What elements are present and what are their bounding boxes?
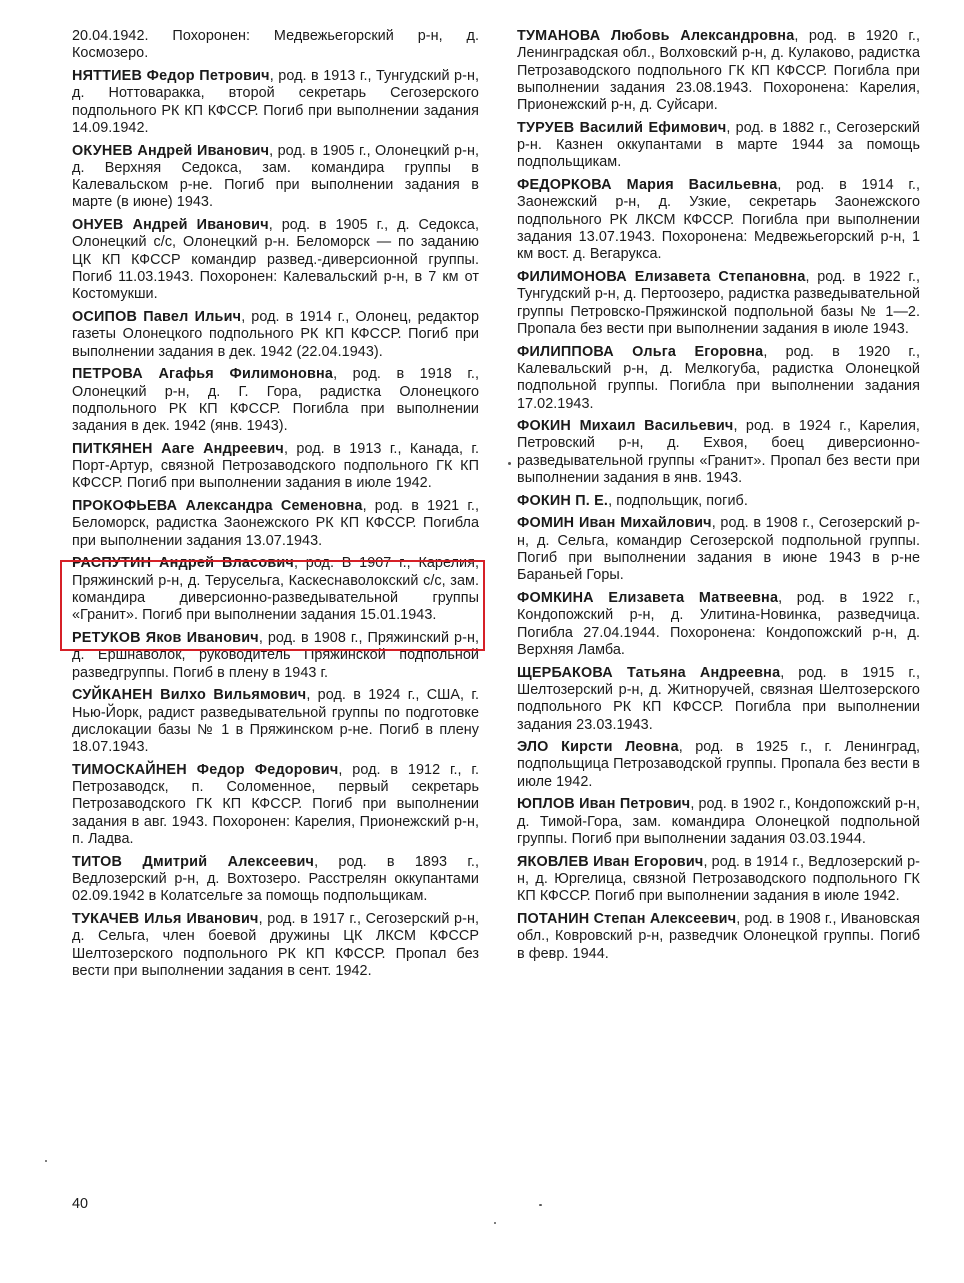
person-details: , род. в 1882 г., Сегозерский р-н. Казнен оккупантами в марте 1944 за помощь подпольщикам.	[517, 119, 920, 171]
biography-entry	[72, 854, 479, 906]
person-details: , род. в 1917 г., Сегозерский р-н, д. Сельга, член боевой дружины ЦК ЛКСМ КФССР Шелтозерского подпольного РК КП КФССР. Пропал без вести при выполнении задания в сент. 1942.	[72, 911, 479, 979]
person-name: СУЙКАНЕН Вилхо Вильямович	[72, 687, 307, 704]
highlight-box	[60, 560, 485, 651]
person-details: , род. в 1908 г., Сегозерский р-н, д. Сельга, командир Сегозерской подпольной группы. Погиб при выполнении задания в июне 1943 в р-не Бараньей Горы.	[517, 515, 920, 584]
person-name: НЯТТИЕВ Федор Петрович	[72, 67, 270, 84]
biography-entry	[72, 309, 479, 361]
person-name: ПЕТРОВА Агафья Филимоновна	[72, 366, 334, 383]
person-details: , род. в 1902 г., Кондопожский р-н, д. Тимой-Гора, зам. командира Олонецкой подпольной группы. Погиб при выполнении задания 03.03.1944.	[517, 796, 920, 848]
person-details: , род. в 1920 г., Ленинградская обл., Волховский р-н, д. Кулаково, радистка Петрозаводского подпольного ГК КП КФССР. Погибла при выполнении задания 23.08.1943. Похоронена: Карелия, Прионежский р-н, д. Суйсари.	[517, 28, 920, 114]
scan-speck	[494, 1222, 496, 1224]
person-details: , род. в 1908 г., Ивановская обл., Ковровский р-н, разведчик Олонецкой группы. Погиб в февр. 1944.	[517, 911, 920, 962]
person-details: , род. в 1914 г., Ведлозерский р-н, д. Юргелица, связной Петрозаводского подпольного ГК КП КФССР. Погиб при выполнении задания в июле 1942.	[517, 853, 921, 905]
person-name: ЮПЛОВ Иван Петрович	[517, 796, 691, 813]
biography-entry	[72, 911, 479, 980]
person-details: , род. в 1908 г., Пряжинский р-н, д. Ершнаволок, руководитель Пряжинской подпольной разведгруппы. Погиб в плену в 1943 г.	[72, 630, 479, 681]
person-name: ФИЛИППОВА Ольга Егоровна	[517, 343, 764, 360]
person-name: ОНУЕВ Андрей Иванович	[72, 217, 269, 234]
person-name: ТУКАЧЕВ Илья Иванович	[72, 911, 259, 928]
scan-speck	[45, 1160, 47, 1162]
person-name: ОКУНЕВ Андрей Иванович	[72, 142, 270, 159]
biography-entry	[517, 590, 920, 659]
person-details: , род. в 1914 г., Заонежский р-н, д. Узкие, секретарь Заонежского подпольного РК ЛКСМ КФССР. Погибла при выполнении задания 13.07.1943. Похоронена: Медвежьегорский р-н, 1 км вост. д. Вегарукса.	[517, 177, 920, 263]
person-details: , род. в 1912 г., г. Петрозаводск, п. Соломенное, первый секретарь Петрозаводского ГК КП КФССР. Погиб при выполнении задания в авг. 1943. Похоронен: Карелия, Прионежский р-н, п. Ладва.	[72, 761, 479, 848]
scan-speck	[539, 1204, 542, 1206]
person-details: , род. в 1921 г., Беломорск, радистка Заонежского РК КП КФССР. Погибла при выполнении задания 13.07.1943.	[72, 498, 479, 549]
person-name: ТУМАНОВА Любовь Александровна	[517, 28, 795, 44]
biography-entry	[72, 366, 479, 435]
biography-entry	[517, 120, 920, 172]
person-details: , род. в 1905 г., Олонецкий р-н, д. Верхняя Седокса, зам. командира группы в Калевальском р-не. Погиб при выполнении задания в марте (в июне) 1943.	[72, 142, 479, 211]
biography-entry	[517, 739, 920, 791]
person-name: ЯКОВЛЕВ Иван Егорович	[517, 853, 704, 870]
person-name: ОСИПОВ Павел Ильич	[72, 309, 242, 326]
biography-entry	[72, 498, 479, 550]
person-name: ТУРУЕВ Василий Ефимович	[517, 119, 727, 136]
person-name: ФОКИН Михаил Васильевич	[517, 418, 734, 435]
person-name: ФИЛИМОНОВА Елизавета Степановна	[517, 269, 806, 286]
person-details: , род. в 1924 г., Карелия, Петровский р-н, д. Ехвоя, боец диверсионно-разведывательной группы «Гранит». Пропал без вести при выполнении задания в янв. 1943.	[517, 418, 920, 487]
person-details: , род. в 1893 г., Ведлозерский р-н, д. Вохтозеро. Расстрелян оккупантами 02.09.1942 в Колатсельге за помощь подпольщикам.	[72, 853, 479, 905]
person-details: , род. в 1924 г., США, г. Нью-Йорк, радист разведывательной группы по подготовке дислокации базы № 1 в Пряжинском р-не. Погиб в плену 18.07.1943.	[72, 687, 479, 756]
person-name: ФОМКИНА Елизавета Матвеевна	[517, 590, 779, 607]
biography-entry	[517, 418, 920, 487]
person-details: , род. в 1915 г., Шелтозерский р-н, д. Житноручей, связная Шелтозерского подпольного РК КП КФССР. Погибла при выполнении задания 23.03.1943.	[517, 664, 920, 733]
person-name: ЭЛО Кирсти Леовна	[517, 739, 679, 756]
person-details: , род. в 1922 г., Кондопожский р-н, д. Улитина-Новинка, разведчица. Погибла 27.04.1944. Похоронена: Кондопожский р-н, д. Верхняя Ламба.	[517, 590, 920, 658]
scan-speck	[508, 462, 511, 465]
person-name: ФЕДОРКОВА Мария Васильевна	[517, 177, 778, 194]
biography-entry	[72, 687, 479, 756]
left-column	[72, 28, 479, 986]
biography-entry	[72, 143, 479, 212]
biography-entry	[517, 269, 920, 338]
person-name: ТИМОСКАЙНЕН Федор Федорович	[72, 761, 339, 778]
biography-entry	[517, 177, 920, 263]
person-details: , род. в 1920 г., Калевальский р-н, д. Мелкогуба, радистка Олонецкой подпольной группы. Погибла при выполнении задания 17.02.1943.	[517, 343, 920, 412]
page-number: 40	[72, 1196, 89, 1212]
biography-entry	[517, 344, 920, 413]
person-name: РАСПУТИН Андрей Власович	[72, 555, 294, 572]
biography-entry	[517, 515, 920, 584]
biography-entry	[72, 762, 479, 848]
person-name: ЩЕРБАКОВА Татьяна Андреевна	[517, 664, 781, 681]
person-details: , род. в 1925 г., г. Ленинград, подпольщица Петрозаводской группы. Пропала без вести в июле 1942.	[517, 739, 920, 790]
person-details: , род. в 1922 г., Тунгудский р-н, д. Пертоозеро, радистка разведывательной группы Петровско-Пряжинской подпольной базы № 1—2. Пропала без вести при выполнении задания в июле 1943.	[517, 269, 920, 337]
biography-entry	[517, 911, 920, 963]
person-name: ФОМИН Иван Михайлович	[517, 515, 712, 532]
person-name: РЕТУКОВ Яков Иванович	[72, 630, 259, 647]
person-details: , род. в 1913 г., Тунгудский р-н, д. Ноттоваракка, второй секретарь Сегозерского подпольного РК КП КФССР. Погиб при выполнении задания 14.09.1942.	[72, 67, 479, 136]
person-details: , род. в 1905 г., д. Седокса, Олонецкий с/с, Олонецкий р-н. Беломорск — по заданию ЦК КП КФССР командир развед.-диверсионной группы. Погиб 11.03.1943. Похоронен: Калевальский р-н, в 7 км от Костомукши.	[72, 217, 479, 303]
person-details: , род. в 1914 г., Олонец, редактор газеты Олонецкого подпольного РК КП КФССР. Погиб при выполнении задания в дек. 1942 (22.04.1943).	[72, 309, 480, 360]
person-details: , подпольщик, погиб.	[608, 492, 748, 509]
biography-entry	[517, 854, 920, 906]
person-name: ТИТОВ Дмитрий Алексеевич	[72, 853, 315, 870]
person-details: , род. в 1918 г., Олонецкий р-н, д. Г. Гора, радистка Олонецкого подпольного РК КП КФССР. Погибла при выполнении задания в дек. 1942 (янв. 1943).	[72, 366, 479, 435]
biography-entry	[517, 796, 920, 848]
person-details: 20.04.1942. Похоронен: Медвежьегорский р-н, д. Космозеро.	[72, 28, 479, 62]
biography-entry	[517, 28, 920, 114]
person-name: ПРОКОФЬЕВА Александра Семеновна	[72, 498, 363, 515]
person-name: ФОКИН П. Е.	[517, 492, 609, 509]
biography-entry	[72, 28, 479, 63]
biography-entry	[72, 441, 479, 493]
person-details: , род. В 1907 г., Карелия, Пряжинский р-н, д. Терусельга, Каскеснаволокский с/с, зам. командира диверсионно-разведывательной группы «Гранит». Погиб при выполнении задания 15.01.1943.	[72, 555, 479, 624]
right-column	[517, 28, 920, 968]
biography-entry	[517, 493, 920, 510]
person-details: , род. в 1913 г., Канада, г. Порт-Артур, связной Петрозаводского подпольного ГК КП КФССР. Погиб при выполнении задания в июле 1942.	[72, 440, 479, 492]
biography-entry	[72, 217, 479, 303]
person-name: ПИТКЯНЕН Ааге Андреевич	[72, 440, 284, 457]
person-name: ПОТАНИН Степан Алексеевич	[517, 911, 737, 928]
biography-entry	[72, 68, 479, 137]
biography-entry	[517, 665, 920, 734]
